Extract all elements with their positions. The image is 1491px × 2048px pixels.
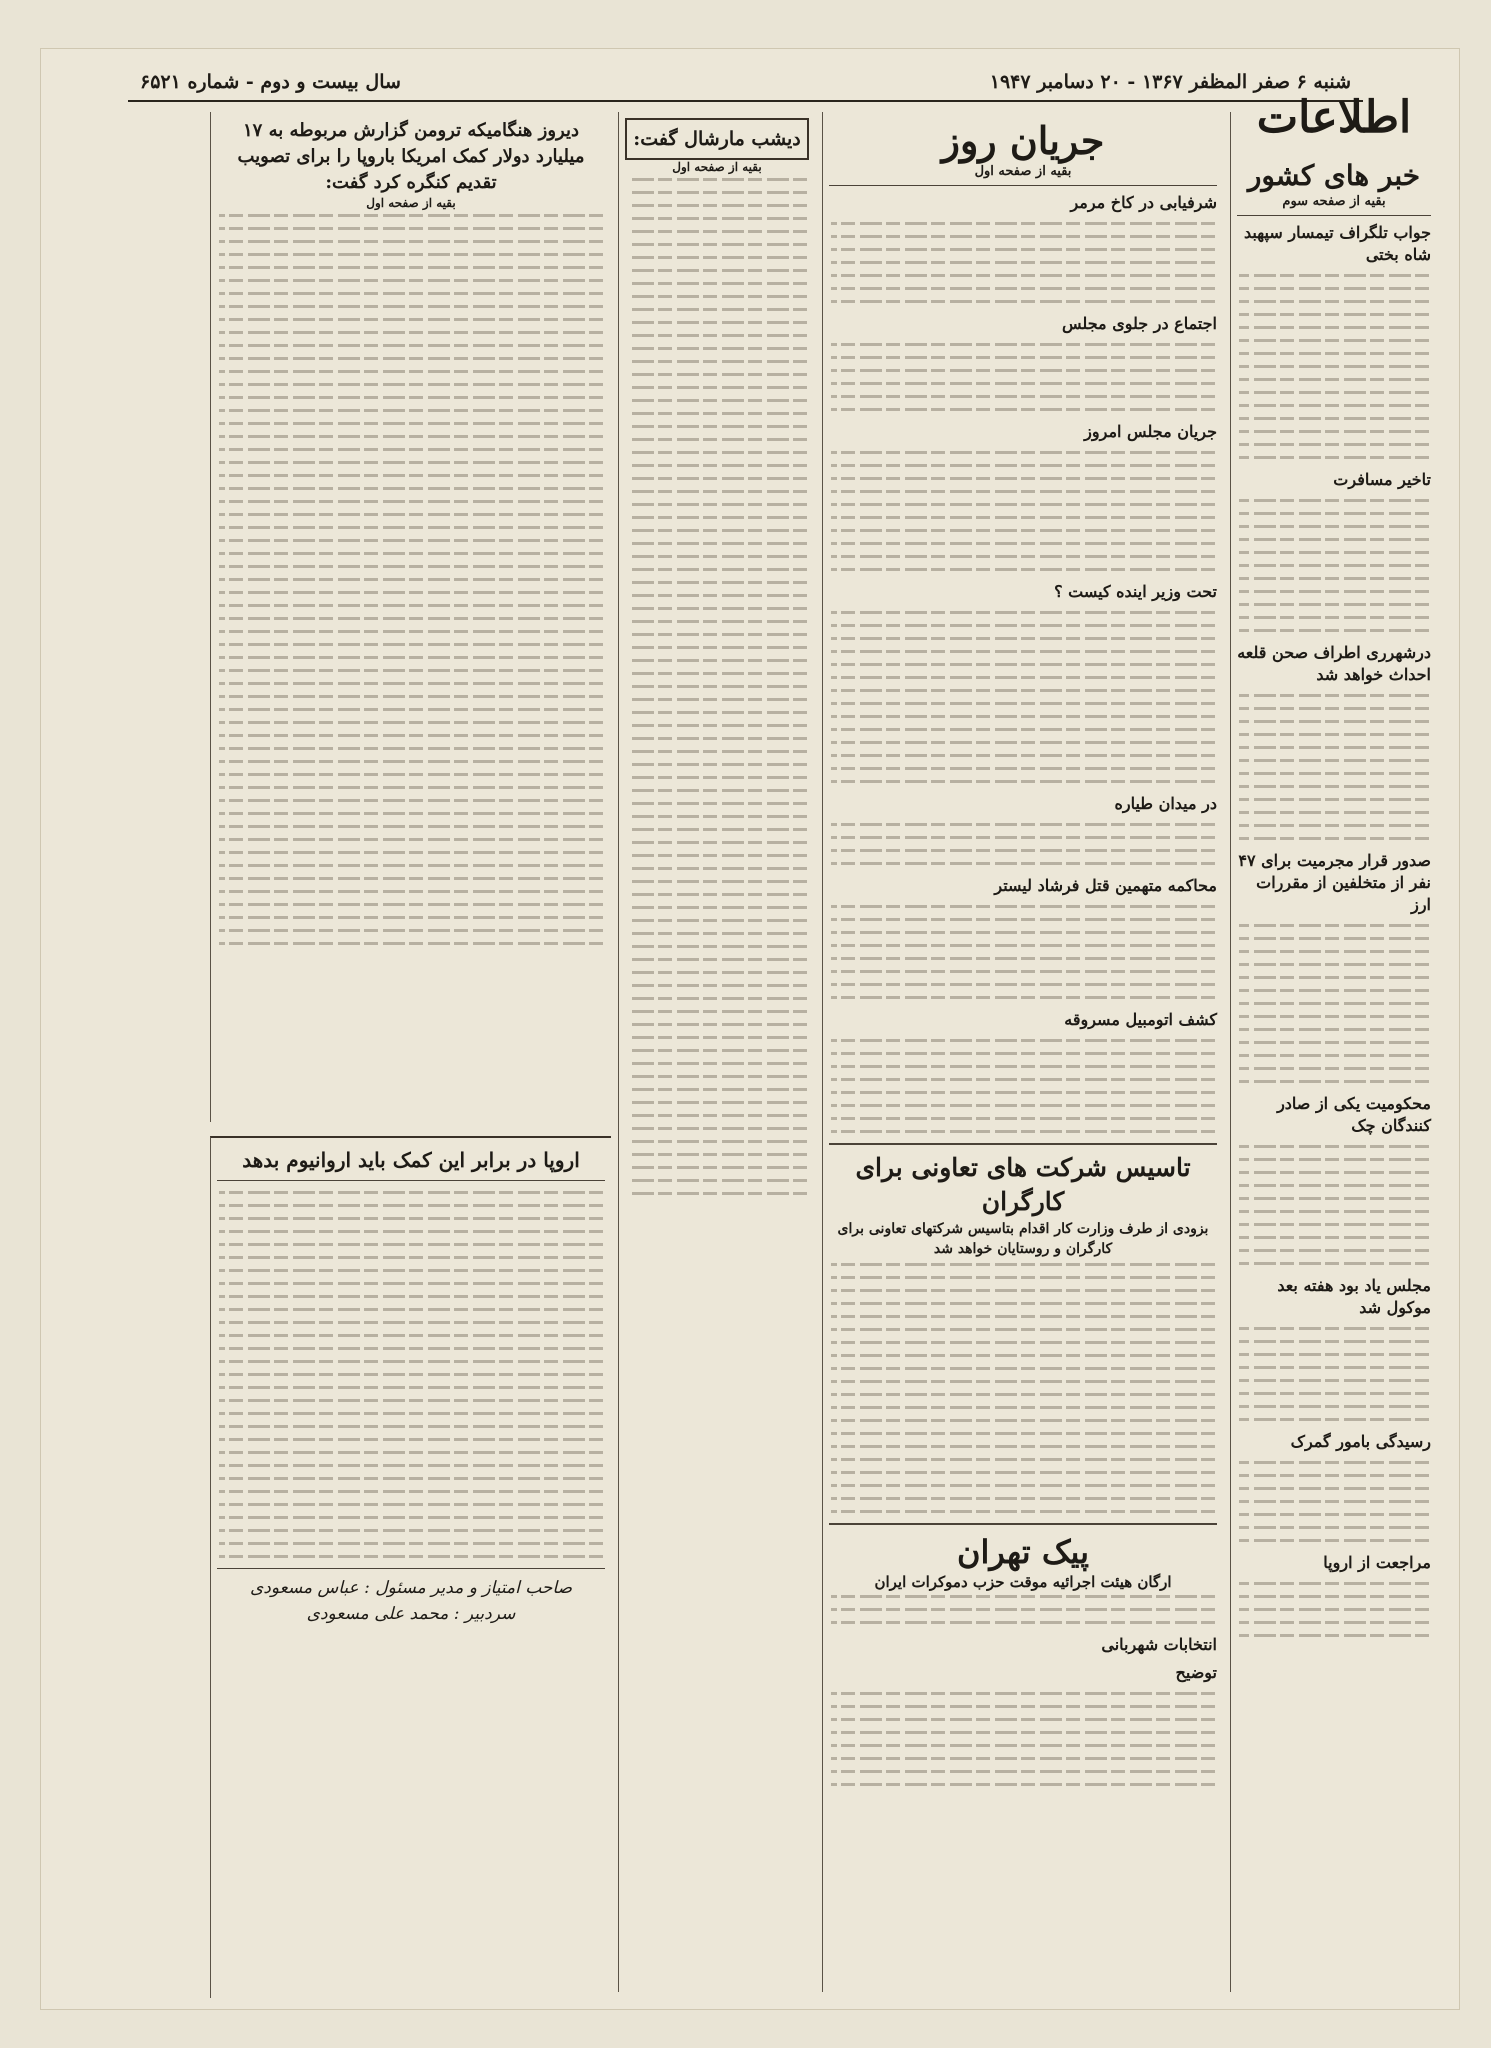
article-text-placeholder — [1237, 1323, 1431, 1425]
article-title: پیک تهران — [956, 1533, 1090, 1571]
article-text-placeholder — [829, 339, 1217, 415]
headline: رسیدگی بامور گمرک — [1290, 1432, 1431, 1451]
article-text-placeholder — [1237, 690, 1431, 844]
headline: جواب تلگراف تیمسار سپهبد شاه بختی — [1243, 223, 1431, 264]
editor-credit: سردبیر : محمد علی مسعودی — [306, 1604, 516, 1624]
article-text-placeholder — [1237, 1578, 1431, 1641]
article-title: دیروز هنگامیکه ترومن گزارش مربوطه به ۱۷ میلیارد دولار کمک امریکا باروپا را برای تصویب تقدیم کنگره کرد گفت: — [237, 120, 585, 193]
subheading: اجتماع در جلوی مجلس — [1062, 314, 1217, 333]
column-europe — [210, 1136, 611, 1998]
article-subtitle: ارگان هیئت اجرائیه موقت حزب دموکرات ایران — [874, 1573, 1172, 1591]
article-text-placeholder — [829, 218, 1217, 307]
article-text-placeholder — [829, 819, 1217, 869]
subheading: در میدان طیاره — [1114, 794, 1217, 813]
subheading: کشف اتومبیل مسروقه — [1064, 1010, 1217, 1029]
masthead-logo: اطلاعات — [1256, 92, 1412, 143]
headline: صدور قرار مجرمیت برای ۴۷ نفر از متخلفین از مقررات ارز — [1238, 851, 1431, 914]
section-title: خبر های کشور — [1247, 159, 1421, 192]
article-text-placeholder — [829, 607, 1217, 787]
article-text-placeholder — [1237, 270, 1431, 463]
article-text-placeholder — [829, 901, 1217, 1003]
article-title: دیشب مارشال گفت: — [625, 118, 809, 160]
column-truman — [210, 112, 611, 1122]
subheading: شرفیابی در کاخ مرمر — [1070, 193, 1217, 212]
subheading: جریان مجلس امروز — [1084, 422, 1217, 441]
continued-note: بقیه از صفحه سوم — [1282, 194, 1386, 209]
column-marshall — [618, 112, 815, 1992]
article-text-placeholder — [217, 210, 605, 949]
continued-note: بقیه از صفحه اول — [672, 160, 762, 174]
article-text-placeholder — [625, 174, 809, 1199]
article-text-placeholder — [829, 1591, 1217, 1628]
column-country-news — [1230, 92, 1437, 1992]
article-text-placeholder — [1237, 1457, 1431, 1546]
headline: محکومیت یکی از صادر کنندگان چک — [1277, 1094, 1431, 1135]
article-text-placeholder — [217, 1187, 605, 1562]
article-text-placeholder — [1237, 1141, 1431, 1269]
article-text-placeholder — [829, 1259, 1217, 1517]
subheading: توضیح — [1175, 1663, 1217, 1682]
article-text-placeholder — [1237, 495, 1431, 636]
headline: تاخیر مسافرت — [1333, 470, 1431, 489]
continued-note: بقیه از صفحه اول — [366, 196, 456, 210]
publisher-credit: صاحب امتیاز و مدیر مسئول : عباس مسعودی — [249, 1578, 573, 1598]
header-rule — [128, 100, 1363, 102]
article-title: تاسیس شرکت های تعاونی برای کارگران — [855, 1153, 1191, 1216]
subheading: انتخابات شهربانی — [1101, 1635, 1217, 1654]
headline: درشهرری اطراف صحن قلعه احداث خواهد شد — [1237, 643, 1431, 684]
issue-number: سال بیست و دوم - شماره ۶۵۲۱ — [140, 71, 401, 93]
headline: مجلس یاد بود هفته بعد موکول شد — [1277, 1276, 1431, 1317]
issue-date: شنبه ۶ صفر المظفر ۱۳۶۷ - ۲۰ دسامبر ۱۹۴۷ — [989, 71, 1351, 93]
continued-note: بقیه از صفحه اول — [974, 164, 1072, 179]
article-title: اروپا در برابر این کمک باید اروانیوم بدهد — [242, 1148, 580, 1172]
column-current-events — [822, 112, 1223, 1992]
section-title: جریان روز — [941, 118, 1105, 163]
article-text-placeholder — [1237, 920, 1431, 1087]
article-text-placeholder — [829, 447, 1217, 575]
dateline — [140, 68, 1351, 96]
article-text-placeholder — [829, 1035, 1217, 1137]
article-subtitle: بزودی از طرف وزارت کار اقدام بتاسیس شرکتهای تعاونی برای کارگران و روستایان خواهد شد — [837, 1221, 1209, 1257]
subheading: محاکمه متهمین قتل فرشاد لیستر — [994, 876, 1217, 895]
subheading: تحت وزیر اینده کیست ؟ — [1054, 582, 1217, 601]
article-text-placeholder — [829, 1688, 1217, 1790]
headline: مراجعت از اروپا — [1323, 1553, 1431, 1572]
